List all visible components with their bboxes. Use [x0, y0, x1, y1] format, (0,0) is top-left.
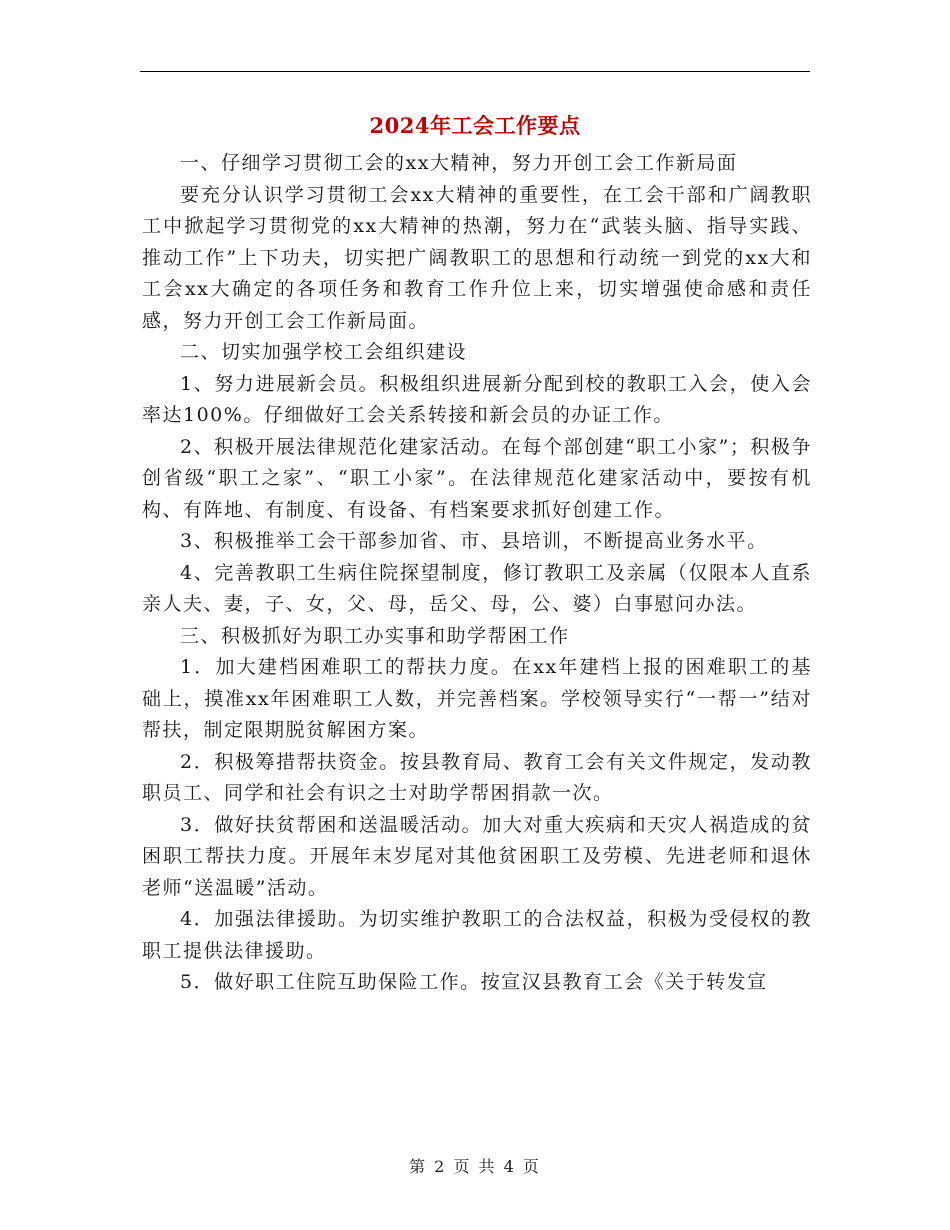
- paragraph-item: 3、积极推举工会干部参加省、市、县培训，不断提高业务水平。: [180, 530, 768, 552]
- paragraph-item: 2、积极开展法律规范化建家活动。在每个部创建“职工小家”；积极争创省级“职工之家”、“职工小家”。在法律规范化建家活动中，要按有机构、有阵地、有制度、有设备、有档案要求抓好创建工作。: [142, 435, 812, 521]
- heading-section-1: 一、仔细学习贯彻工会的xx大精神，努力开创工会工作新局面: [180, 152, 738, 174]
- paragraph-section-1-text: 要充分认识学习贯彻工会xx大精神的重要性，在工会干部和广阔教职工中掀起学习贯彻党的xx大精神的热潮，努力在“武装头脑、指导实践、推动工作”上下功夫，切实把广阔教职工的思想和行动统一到党的xx大和工会xx大确定的各项任务和教育工作升位上来，切实增强使命感和责任感，努力开创工会工作新局面。: [142, 183, 812, 332]
- paragraph-item: 4．加强法律援助。为切实维护教职工的合法权益，积极为受侵权的教职工提供法律援助。: [142, 908, 812, 962]
- page-title: 2024年工会工作要点: [369, 113, 581, 138]
- heading-section-3: 三、积极抓好为职工办实事和助学帮困工作: [180, 624, 570, 647]
- heading-section-2: 二、切实加强学校工会组织建设: [180, 341, 468, 363]
- paragraph-item: 5．做好职工住院互助保险工作。按宣汉县教育工会《关于转发宣: [180, 971, 768, 993]
- paragraph-item: 2．积极筹措帮扶资金。按县教育局、教育工会有关文件规定，发动教职员工、同学和社会有识之士对助学帮困捐款一次。: [142, 750, 812, 804]
- header-rule: [140, 71, 810, 72]
- page-number-footer: 第 2 页 共 4 页: [409, 1157, 541, 1176]
- paragraph-item: 1．加大建档困难职工的帮扶力度。在xx年建档上报的困难职工的基础上，摸准xx年困难职工人数，并完善档案。学校领导实行“一帮一”结对帮扶，制定限期脱贫解困方案。: [142, 656, 812, 741]
- paragraph-item: 4、完善教职工生病住院探望制度，修订教职工及亲属（仅限本人直系亲人夫、妻，子、女，父、母，岳父、母，公、婆）白事慰问办法。: [142, 561, 812, 615]
- document-body: [142, 148, 812, 999]
- paragraph-item: 3．做好扶贫帮困和送温暖活动。加大对重大疾病和天灾人祸造成的贫困职工帮扶力度。开展年末岁尾对其他贫困职工及劳模、先进老师和退休老师“送温暖”活动。: [142, 813, 812, 899]
- paragraph-item: 1、努力进展新会员。积极组织进展新分配到校的教职工入会，使入会率达100%。仔细做好工会关系转接和新会员的办证工作。: [142, 372, 812, 426]
